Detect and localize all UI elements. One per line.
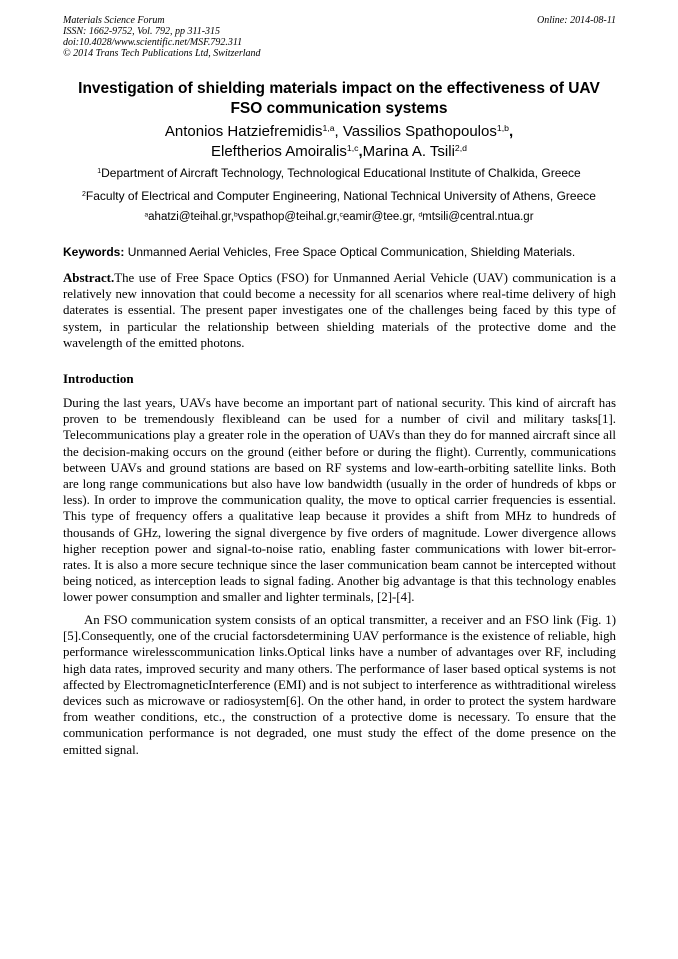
author-name: Marina A. Tsili xyxy=(362,143,455,160)
author-affiliation-mark: 2,d xyxy=(454,143,467,154)
affiliation-text: Faculty of Electrical and Computer Engineering, National Technical University of Athens, Greece xyxy=(85,189,596,203)
journal-header xyxy=(63,15,261,59)
author-affiliation-mark: 1,b xyxy=(496,123,509,134)
journal-doi: doi:10.4028/www.scientific.net/MSF.792.311 xyxy=(63,37,243,48)
abstract xyxy=(63,270,616,351)
keywords xyxy=(63,245,618,260)
email-link[interactable]: eamir@tee.gr, xyxy=(342,211,419,223)
journal-name: Materials Science Forum xyxy=(63,15,165,26)
introduction-paragraph-1 xyxy=(63,395,616,606)
introduction-paragraph-2 xyxy=(63,612,616,758)
author-line-2 xyxy=(40,142,638,162)
author-separator: , xyxy=(358,143,363,160)
author-emails xyxy=(30,210,648,224)
abstract-text: The use of Free Space Optics (FSO) for Unmanned Aerial Vehicle (UAV) communication is a relatively new innovation that could become a necessity for all scenarios where real-time delivery of high daterates is essential. The present paper investigates one of the challenges being faced by this type of system, in particular the relationship between shielding materials of the protective dome and the wavelength of the emitted photons. xyxy=(63,271,616,350)
paragraph-text: An FSO communication system consists of an optical transmitter, a receiver and an FSO link (Fig. 1)[5].Consequently, one of the crucial factorsdetermining UAV performance is the existence of reliable, high performance wirelesscommunication links.Optical links have a number of advantages over RF, including high data rates, improved security and many others. The performance of laser based optical systems is not affected by ElectromagneticInterference (EMI) and is not subject to interference as withtraditional wireless devices such as microwave or radiosystem[6]. On the other hand, in order to protect the system hardware from weather conditions, etc., the construction of a protective dome is necessary. To ensure that the communication performance is not degraded, one must study the effect of the dome presence on the emitted signal. xyxy=(63,613,616,757)
title-line-1: Investigation of shielding materials impact on the effectiveness of UAV xyxy=(78,80,600,97)
author-separator: , xyxy=(334,123,343,140)
author-list xyxy=(40,122,638,162)
author-line-1 xyxy=(40,122,638,142)
author-separator: , xyxy=(508,123,514,140)
title-line-2: FSO communication systems xyxy=(230,100,448,117)
email-mark: b xyxy=(234,211,238,219)
author-name: Antonios Hatziefremidis xyxy=(164,123,323,140)
author-affiliation-mark: 1,c xyxy=(346,143,359,154)
keywords-text: Unmanned Aerial Vehicles, Free Space Optical Communication, Shielding Materials. xyxy=(124,245,576,259)
email-mark: a xyxy=(144,211,149,219)
section-heading-introduction: Introduction xyxy=(63,371,134,386)
email-mark: c xyxy=(339,211,343,219)
journal-copyright: © 2014 Trans Tech Publications Ltd, Switzerland xyxy=(63,48,261,59)
affiliation-1 xyxy=(30,166,648,180)
author-name: Vassilios Spathopoulos xyxy=(342,123,497,140)
affiliation-mark: 2 xyxy=(82,191,86,199)
email-link[interactable]: vspathop@teihal.gr, xyxy=(237,211,340,223)
affiliation-2 xyxy=(30,189,648,203)
author-affiliation-mark: 1,a xyxy=(322,123,335,134)
keywords-label: Keywords: xyxy=(63,245,125,259)
affiliation-mark: 1 xyxy=(97,168,102,176)
author-name: Eleftherios Amoiralis xyxy=(211,143,347,160)
journal-issn: ISSN: 1662-9752, Vol. 792, pp 311-315 xyxy=(63,26,221,37)
email-link[interactable]: mtsili@central.ntua.gr xyxy=(422,211,534,223)
affiliation-text: Department of Aircraft Technology, Technological Educational Institute of Chalkida, Greece xyxy=(101,166,581,180)
paragraph-text: During the last years, UAVs have become an important part of national security. This kind of aircraft has proven to be tremendously flexibleand can be used for a number of civil and military tasks[1]. Telecommunications play a greater role in the operation of UAVs than they do for manned aircraft since all the decision-making occurs on the ground (either before or during the flight). Currently, communications between UAVs and ground stations are based on RF systems and low-earth-orbiting satellite links. Both are long range communications but also have low bandwidth (usually in the order of hundreds of kbps or less). In order to improve the communication quality, the move to optical carrier frequencies is essential. This type of frequency offers a qualitative leap because it provides a shift from MHz to hundreds of thousands of GHz, lowering the signal divergence by five orders of magnitude. Lower divergence allows higher reception power and signal-to-noise ratio, enabling faster communications with lower bit-error-rates. It is also a more secure technique since the laser communication beam cannot be intercepted without being noticed, as interception leads to signal fading. Another big advantage is that this technology enables lower power consumption and smaller and lighter terminals, [2]-[4]. xyxy=(63,396,616,605)
online-date: Online: 2014-08-11 xyxy=(537,15,616,26)
email-mark: d xyxy=(418,211,423,219)
paper-title xyxy=(40,79,638,119)
abstract-label: Abstract. xyxy=(63,271,115,285)
email-link[interactable]: ahatzi@teihal.gr, xyxy=(148,211,234,223)
